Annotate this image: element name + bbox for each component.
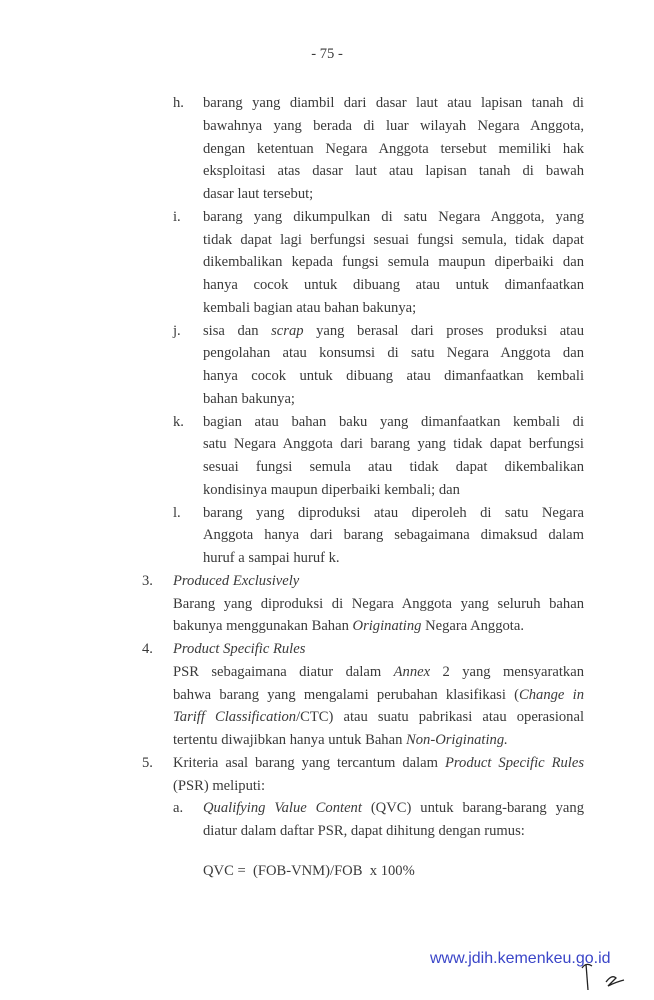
text-run: bagian atau bahan baku yang dimanfaatkan kembali di <box>203 413 584 430</box>
paragraph-line <box>203 547 340 569</box>
paragraph-line <box>203 183 313 205</box>
italic-text: Product Specific Rules <box>173 641 306 657</box>
text-run: bahwa barang yang mengalami perubahan klasifikasi ( <box>173 686 520 703</box>
paragraph-line <box>203 502 584 524</box>
paragraph-line <box>203 365 584 387</box>
list-marker: l. <box>173 504 181 521</box>
paragraph-line <box>203 274 584 296</box>
list-marker: k. <box>173 413 184 430</box>
italic-text: Non-Originating. <box>406 732 508 748</box>
text-run: dengan ketentuan Negara Anggota tersebut memiliki hak <box>203 140 584 157</box>
text-run: bawahnya yang berada di luar wilayah Negara Anggota, <box>203 117 584 134</box>
text-run: bahan bakunya; <box>203 390 295 407</box>
list-marker: 5. <box>142 754 153 771</box>
text-run: /CTC) atau suatu pabrikasi atau operasional <box>296 709 584 726</box>
text-run: barang yang diambil dari dasar laut atau lapisan tanah di <box>203 95 584 111</box>
paragraph-line <box>203 433 584 455</box>
text-run: tidak dapat lagi berfungsi sesuai fungsi semula, tidak dapat <box>203 231 584 248</box>
text-run: sesuai fungsi semula atau tidak dapat dikembalikan <box>203 459 584 475</box>
footer-website-link[interactable]: www.jdih.kemenkeu.go.id <box>430 950 611 967</box>
italic-text: Qualifying Value Content <box>203 800 362 817</box>
italic-text: Product Specific Rules <box>444 754 584 771</box>
paragraph-line <box>203 297 416 319</box>
paragraph-line <box>203 411 584 433</box>
text-run: 2 yang mensyaratkan <box>430 663 584 680</box>
paragraph-line <box>203 229 584 251</box>
italic-text: Change in <box>519 686 584 703</box>
text-run: Negara Anggota. <box>421 618 524 635</box>
paragraph-line <box>203 206 584 228</box>
text-run: barang yang diproduksi atau diperoleh di satu Negara <box>203 504 584 521</box>
text-run: kembali bagian atau bahan bakunya; <box>203 299 417 316</box>
list-marker: 4. <box>142 641 153 657</box>
italic-text: Originating <box>352 618 422 635</box>
paragraph-line <box>203 115 584 137</box>
paragraph-line <box>173 729 508 751</box>
paragraph-line <box>203 92 584 114</box>
paragraph-line <box>203 820 525 842</box>
text-run: (PSR) meliputi: <box>173 777 266 794</box>
paragraph-line <box>173 570 299 592</box>
handwritten-initials-signature <box>580 960 630 1000</box>
text-run: Barang yang diproduksi di Negara Anggota yang seluruh bahan <box>173 595 584 612</box>
paragraph-line <box>203 524 584 546</box>
paragraph-line <box>173 684 584 706</box>
text-run: PSR sebagaimana diatur dalam <box>173 663 394 680</box>
page-number: - 75 - <box>311 46 343 62</box>
italic-text: Annex <box>393 663 431 680</box>
paragraph-line <box>203 342 584 364</box>
paragraph-line <box>203 160 584 182</box>
text-run: kondisinya maupun diperbaiki kembali; dan <box>203 481 460 498</box>
list-marker: j. <box>173 322 181 339</box>
paragraph-line <box>173 752 584 774</box>
paragraph-line <box>203 138 584 160</box>
paragraph-line <box>173 661 584 683</box>
paragraph-line <box>173 638 305 660</box>
paragraph-line <box>173 775 265 797</box>
text-run: bakunya menggunakan Bahan <box>173 618 353 635</box>
text-run: dikembalikan kepada fungsi semula maupun diperbaiki dan <box>203 254 584 271</box>
text-run: Kriteria asal barang yang tercantum dalam <box>173 754 445 771</box>
paragraph-line <box>203 479 460 501</box>
text-run: satu Negara Anggota dari barang yang tidak dapat berfungsi <box>203 436 584 453</box>
text-run: diatur dalam daftar PSR, dapat dihitung dengan rumus: <box>203 823 525 839</box>
text-run: sisa dan <box>203 322 272 339</box>
list-marker: a. <box>173 800 184 817</box>
list-marker: i. <box>173 208 181 225</box>
text-run: pengolahan atau konsumsi di satu Negara Anggota dan <box>203 345 584 362</box>
text-run: hanya cocok untuk dibuang atau dimanfaatkan kembali <box>203 368 584 384</box>
qvc-formula: QVC = (FOB-VNM)/FOB x 100% <box>203 863 415 879</box>
paragraph-line <box>203 388 295 410</box>
italic-text: Produced Exclusively <box>173 572 300 589</box>
text-run: (QVC) untuk barang-barang yang <box>361 800 584 817</box>
text-run: barang yang dikumpulkan di satu Negara Anggota, yang <box>203 208 584 225</box>
paragraph-line <box>173 593 584 615</box>
paragraph-line <box>173 706 584 728</box>
list-marker: 3. <box>142 572 153 589</box>
text-run: eksploitasi atas dasar laut atau lapisan tanah di bawah <box>203 163 584 180</box>
text-run: dasar laut tersebut; <box>203 186 314 202</box>
paragraph-line <box>203 456 584 478</box>
paragraph-line <box>203 320 584 342</box>
italic-text: scrap <box>271 322 304 339</box>
text-run: yang berasal dari proses produksi atau <box>303 322 584 339</box>
text-run: hanya cocok untuk dibuang atau untuk dimanfaatkan <box>203 277 584 293</box>
text-run: huruf a sampai huruf k. <box>203 550 340 566</box>
paragraph-line <box>173 615 524 637</box>
italic-text: Tariff Classification <box>173 709 297 726</box>
paragraph-line <box>203 251 584 273</box>
text-run: Anggota hanya dari barang sebagaimana dimaksud dalam <box>203 527 584 544</box>
text-run: tertentu diwajibkan hanya untuk Bahan <box>173 732 407 748</box>
paragraph-line <box>203 797 584 819</box>
list-marker: h. <box>173 95 184 111</box>
